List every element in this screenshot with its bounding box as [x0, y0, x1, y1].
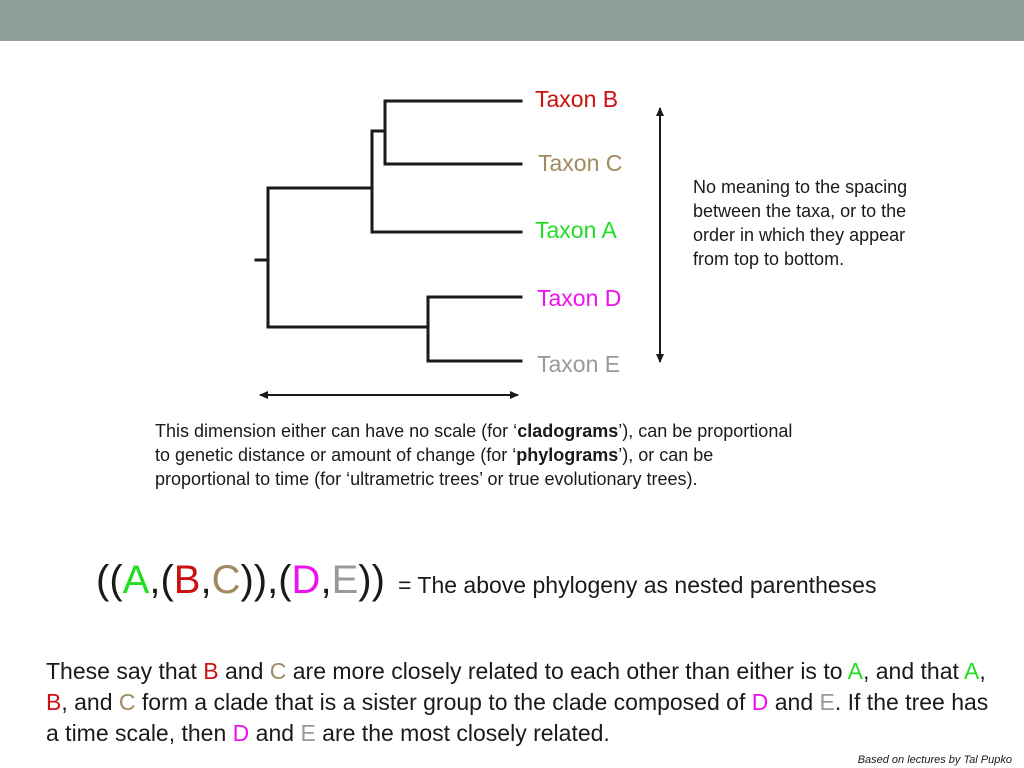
taxon-a-label: Taxon A: [535, 217, 617, 243]
newick-notation: ((A,(B,C)),(D,E)): [96, 558, 385, 602]
taxon-c-label: Taxon C: [538, 150, 623, 176]
cladograms-term: cladograms: [517, 421, 619, 441]
taxon-d-label: Taxon D: [537, 285, 622, 311]
phylograms-term: phylograms: [516, 445, 619, 465]
spacing-note: No meaning to the spacing between the taxa, or to the order in which they appear from top to bottom.: [693, 177, 908, 269]
newick-description: = The above phylogeny as nested parentheses: [398, 572, 877, 598]
dimension-caption: This dimension either can have no scale (for ‘cladograms’), can be proportional to genetic distance or amount of change (for ‘phylograms’), or can be proportional to time (for ‘ultrametric trees’ or true evolutionary trees).: [155, 421, 793, 489]
explanation-paragraph: These say that B and C are more closely related to each other than either is to A, and that A, B, and C form a clade that is a sister group to the clade composed of D and E. If the tree has a time scale, then D and E are the most closely related.: [46, 658, 989, 746]
credit-footnote: Based on lectures by Tal Pupko: [857, 754, 1012, 766]
taxon-b-label: Taxon B: [535, 86, 619, 112]
taxon-e-label: Taxon E: [537, 351, 621, 377]
